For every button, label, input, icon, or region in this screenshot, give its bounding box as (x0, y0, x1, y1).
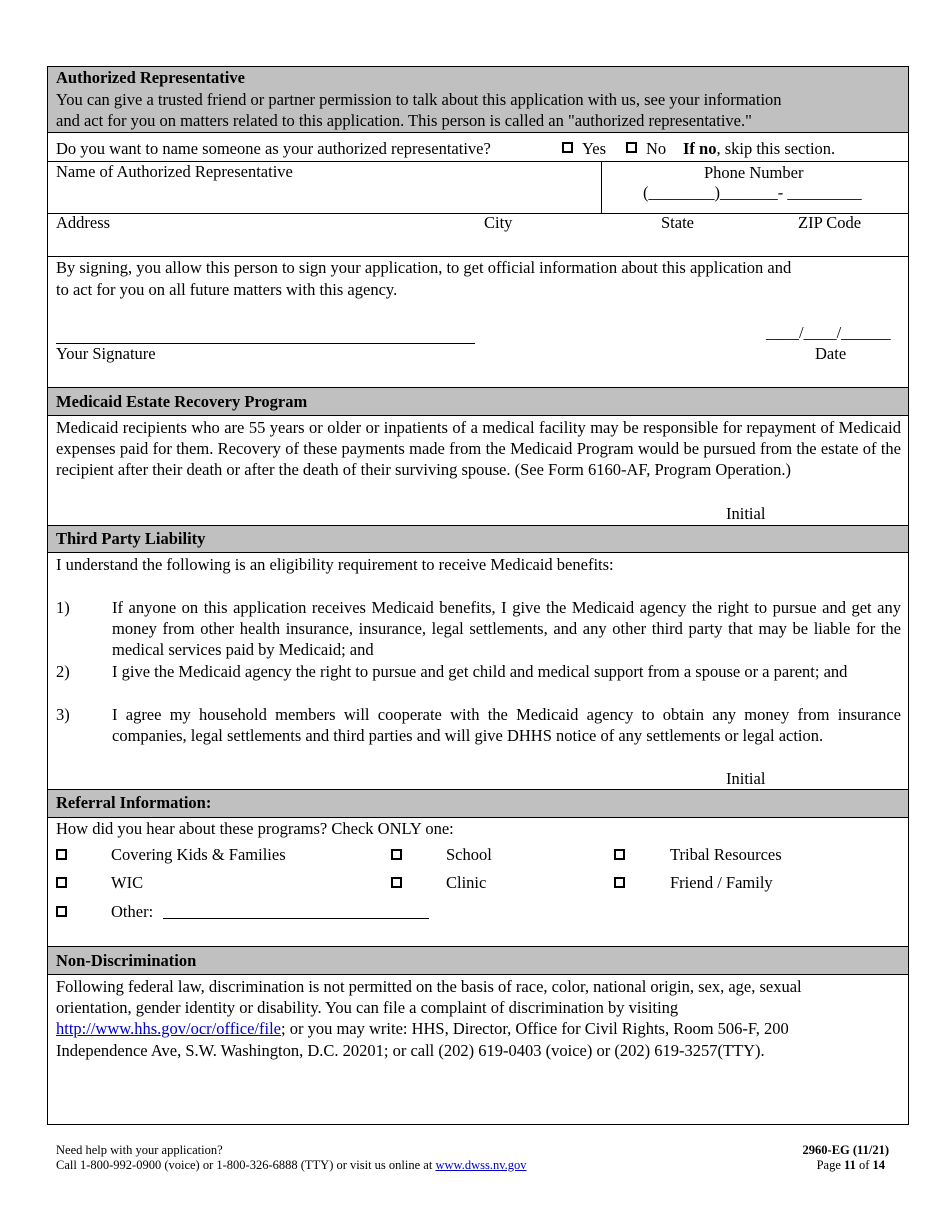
divider (47, 132, 909, 133)
option-friend-family: Friend / Family (670, 873, 773, 892)
auth-rep-heading: Authorized Representative (56, 68, 245, 87)
rep-name-label: Name of Authorized Representative (56, 162, 293, 181)
option-clinic: Clinic (446, 873, 487, 892)
page-of: of (855, 1158, 873, 1172)
yes-checkbox[interactable] (562, 142, 573, 153)
tpl-initial-label: Initial (726, 769, 766, 788)
signature-label: Your Signature (56, 344, 156, 363)
option-wic: WIC (111, 873, 144, 892)
option-tribal-resources: Tribal Resources (670, 845, 782, 864)
nondisc-text-line-1: Following federal law, discrimination is not permitted on the basis of race, color, national origin, sex, age, sexual (56, 977, 802, 996)
other-input-line[interactable] (163, 918, 429, 919)
nondisc-text-line-3 (56, 1018, 789, 1039)
nondisc-text-line-2: orientation, gender identity or disability. You can file a complaint of discrimination by visiting (56, 998, 679, 1017)
auth-rep-intro-line-2: and act for you on matters related to this application. This person is called an "authorized representative." (56, 111, 752, 130)
address-label: Address (56, 213, 111, 232)
signing-text-line-2: to act for you on all future matters with this agency. (56, 280, 398, 299)
phone-number-field[interactable]: (________)_______- _________ (643, 183, 862, 202)
state-label: State (661, 213, 694, 232)
tpl-intro: I understand the following is an eligibility requirement to receive Medicaid benefits: (56, 555, 614, 574)
no-checkbox[interactable] (626, 142, 637, 153)
signing-text-line-1: By signing, you allow this person to sign your application, to get official information about this application and (56, 258, 792, 277)
tpl-heading: Third Party Liability (56, 529, 206, 548)
if-no-rest: , skip this section. (716, 139, 836, 158)
covering-kids-checkbox[interactable] (56, 849, 67, 860)
page-total: 14 (872, 1158, 885, 1172)
hhs-complaint-link[interactable]: http://www.hhs.gov/ocr/office/file (56, 1019, 281, 1038)
date-field[interactable]: ____/____/______ (766, 323, 891, 342)
tpl-item-text: I give the Medicaid agency the right to pursue and get child and medical support from a spouse or a parent; and (112, 662, 848, 681)
footer-help-line: Need help with your application? (56, 1143, 223, 1157)
divider (47, 552, 909, 553)
form-code: 2960-EG (11/21) (802, 1143, 889, 1157)
clinic-checkbox[interactable] (391, 877, 402, 888)
auth-rep-question: Do you want to name someone as your authorized representative? (56, 139, 491, 158)
tpl-item-number: 1) (56, 598, 70, 617)
nondisc-text-line-3-rest: ; or you may write: HHS, Director, Office for Civil Rights, Room 506-F, 200 (281, 1019, 789, 1038)
nondisc-text-line-4: Independence Ave, S.W. Washington, D.C. 20201; or call (202) 619-0403 (voice) or (202) 619-3257(TTY). (56, 1041, 765, 1060)
auth-rep-intro-line-1: You can give a trusted friend or partner permission to talk about this application with us, see your information (56, 90, 782, 109)
if-no-instruction (683, 138, 835, 159)
page-indicator (817, 1157, 885, 1173)
page-number: 11 (844, 1158, 856, 1172)
option-school: School (446, 845, 492, 864)
tribal-resources-checkbox[interactable] (614, 849, 625, 860)
divider (47, 415, 909, 416)
estate-heading: Medicaid Estate Recovery Program (56, 392, 308, 411)
city-label: City (484, 213, 513, 232)
other-checkbox[interactable] (56, 906, 67, 917)
tpl-item-number: 2) (56, 662, 70, 681)
phone-label: Phone Number (704, 163, 804, 182)
dwss-website-link[interactable]: www.dwss.nv.gov (435, 1158, 527, 1172)
date-label: Date (815, 344, 847, 363)
divider (47, 974, 909, 975)
if-no-bold: If no (683, 139, 717, 158)
wic-checkbox[interactable] (56, 877, 67, 888)
referral-heading: Referral Information: (56, 793, 212, 812)
tpl-item-number: 3) (56, 705, 70, 724)
estate-initial-label: Initial (726, 504, 766, 523)
friend-family-checkbox[interactable] (614, 877, 625, 888)
divider (47, 213, 909, 214)
estate-text: Medicaid recipients who are 55 years or older or inpatients of a medical facility may be responsible for repayment of Medicaid expenses paid for them. Recovery of these payments made from the Medicaid Program would be pursued from the estate of the recipient after their death or after the death of their surviving spouse. (See Form 6160-AF, Program Operation.) (56, 418, 901, 479)
tpl-item-text: I agree my household members will cooperate with the Medicaid agency to obtain any money from insurance companies, legal settlements and third parties and will give DHHS notice of any settlements or legal action. (112, 705, 901, 745)
footer-call-text: Call 1-800-992-0900 (voice) or 1-800-326-6888 (TTY) or visit us online at (56, 1158, 436, 1172)
option-other: Other: (111, 902, 154, 921)
zip-label: ZIP Code (798, 213, 862, 232)
page-prefix: Page (816, 1158, 845, 1172)
yes-label: Yes (582, 139, 607, 158)
no-label: No (646, 139, 667, 158)
tpl-item-text: If anyone on this application receives Medicaid benefits, I give the Medicaid agency the right to pursue and get any money from other health insurance, insurance, legal settlements, and any other third party that may be liable for the medical services paid by Medicaid; and (112, 598, 901, 659)
nondisc-heading: Non-Discrimination (56, 951, 197, 970)
option-covering-kids: Covering Kids & Families (111, 845, 286, 864)
phone-divider (601, 161, 602, 213)
footer-contact-line (56, 1157, 527, 1173)
school-checkbox[interactable] (391, 849, 402, 860)
referral-question: How did you hear about these programs? Check ONLY one: (56, 819, 454, 838)
